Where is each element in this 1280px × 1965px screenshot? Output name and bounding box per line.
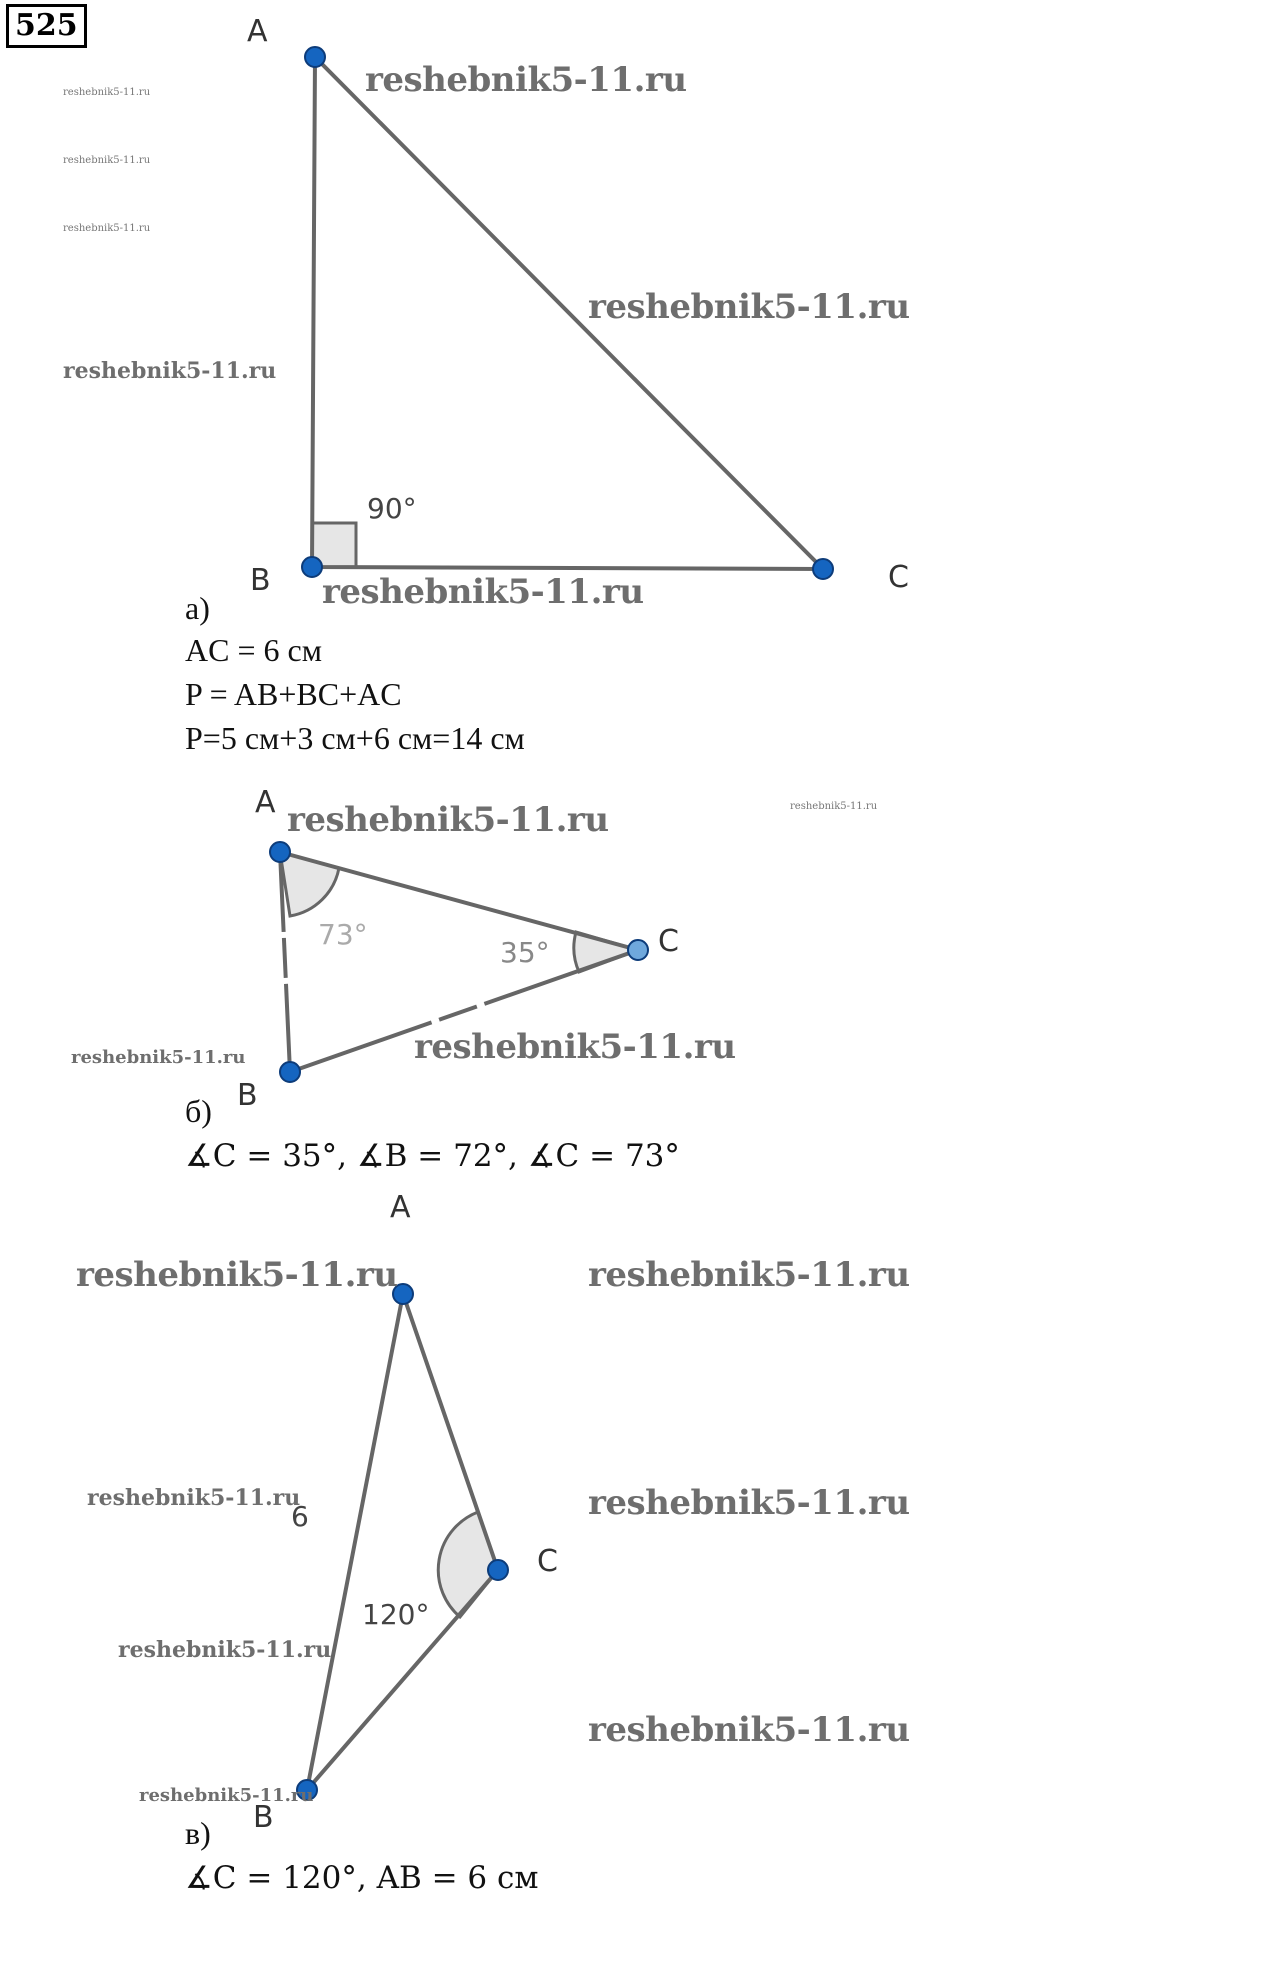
vertex-b-A — [270, 842, 290, 862]
solution-a-line-3: P=5 см+3 см+6 см=14 см — [185, 720, 525, 756]
watermark: reshebnik5-11.ru — [365, 60, 687, 100]
watermark: reshebnik5-11.ru — [322, 572, 644, 612]
watermark: reshebnik5-11.ru — [71, 1047, 246, 1068]
watermark: reshebnik5-11.ru — [139, 1785, 314, 1806]
watermark: reshebnik5-11.ru — [588, 1483, 910, 1523]
watermark: reshebnik5-11.ru — [588, 1255, 910, 1295]
vertex-b-B — [280, 1062, 300, 1082]
watermark: reshebnik5-11.ru — [414, 1027, 736, 1067]
solution-a-line-2: P = AB+BC+AC — [185, 676, 402, 712]
angle-label-c-C: 120° — [362, 1598, 430, 1631]
solution-a-line-1: AC = 6 см — [185, 632, 322, 668]
watermark: reshebnik5-11.ru — [63, 155, 151, 166]
watermark: reshebnik5-11.ru — [588, 287, 910, 327]
vertex-b-C — [628, 940, 648, 960]
problem-number: 525 — [6, 4, 87, 48]
label-a-A: A — [247, 14, 268, 49]
watermark: reshebnik5-11.ru — [87, 1485, 301, 1511]
label-c-A: A — [390, 1190, 411, 1225]
watermark: reshebnik5-11.ru — [287, 800, 609, 840]
vertex-c-C — [488, 1560, 508, 1580]
angle-label-b-C: 35° — [500, 936, 550, 969]
watermark: reshebnik5-11.ru — [588, 1710, 910, 1750]
solution-b-line: ∡C = 35°, ∡B = 72°, ∡C = 73° — [185, 1138, 680, 1174]
label-b-A: A — [255, 785, 276, 820]
label-c-B: B — [253, 1800, 274, 1835]
angle-label-a-B: 90° — [367, 492, 417, 525]
watermark: reshebnik5-11.ru — [76, 1255, 398, 1295]
angle-label-b-A: 73° — [318, 918, 368, 951]
watermark: reshebnik5-11.ru — [63, 223, 151, 234]
vertex-a-A — [305, 47, 325, 67]
triangle-c — [297, 1284, 508, 1800]
vertex-a-B — [302, 557, 322, 577]
label-c-C: C — [537, 1544, 558, 1579]
watermark: reshebnik5-11.ru — [63, 358, 277, 384]
part-label-a: а) — [185, 590, 210, 626]
label-a-B: B — [250, 563, 271, 598]
label-b-B: B — [237, 1078, 258, 1113]
watermark: reshebnik5-11.ru — [63, 87, 151, 98]
watermark: reshebnik5-11.ru — [790, 801, 878, 812]
part-label-c: в) — [185, 1815, 211, 1851]
part-label-b: б) — [185, 1093, 212, 1129]
side-label-c-AB: 6 — [291, 1500, 309, 1533]
label-b-C: C — [658, 924, 679, 959]
watermark: reshebnik5-11.ru — [118, 1637, 332, 1663]
solution-c-line: ∡C = 120°, AB = 6 см — [185, 1860, 539, 1896]
vertex-a-C — [813, 559, 833, 579]
label-a-C: C — [888, 560, 909, 595]
